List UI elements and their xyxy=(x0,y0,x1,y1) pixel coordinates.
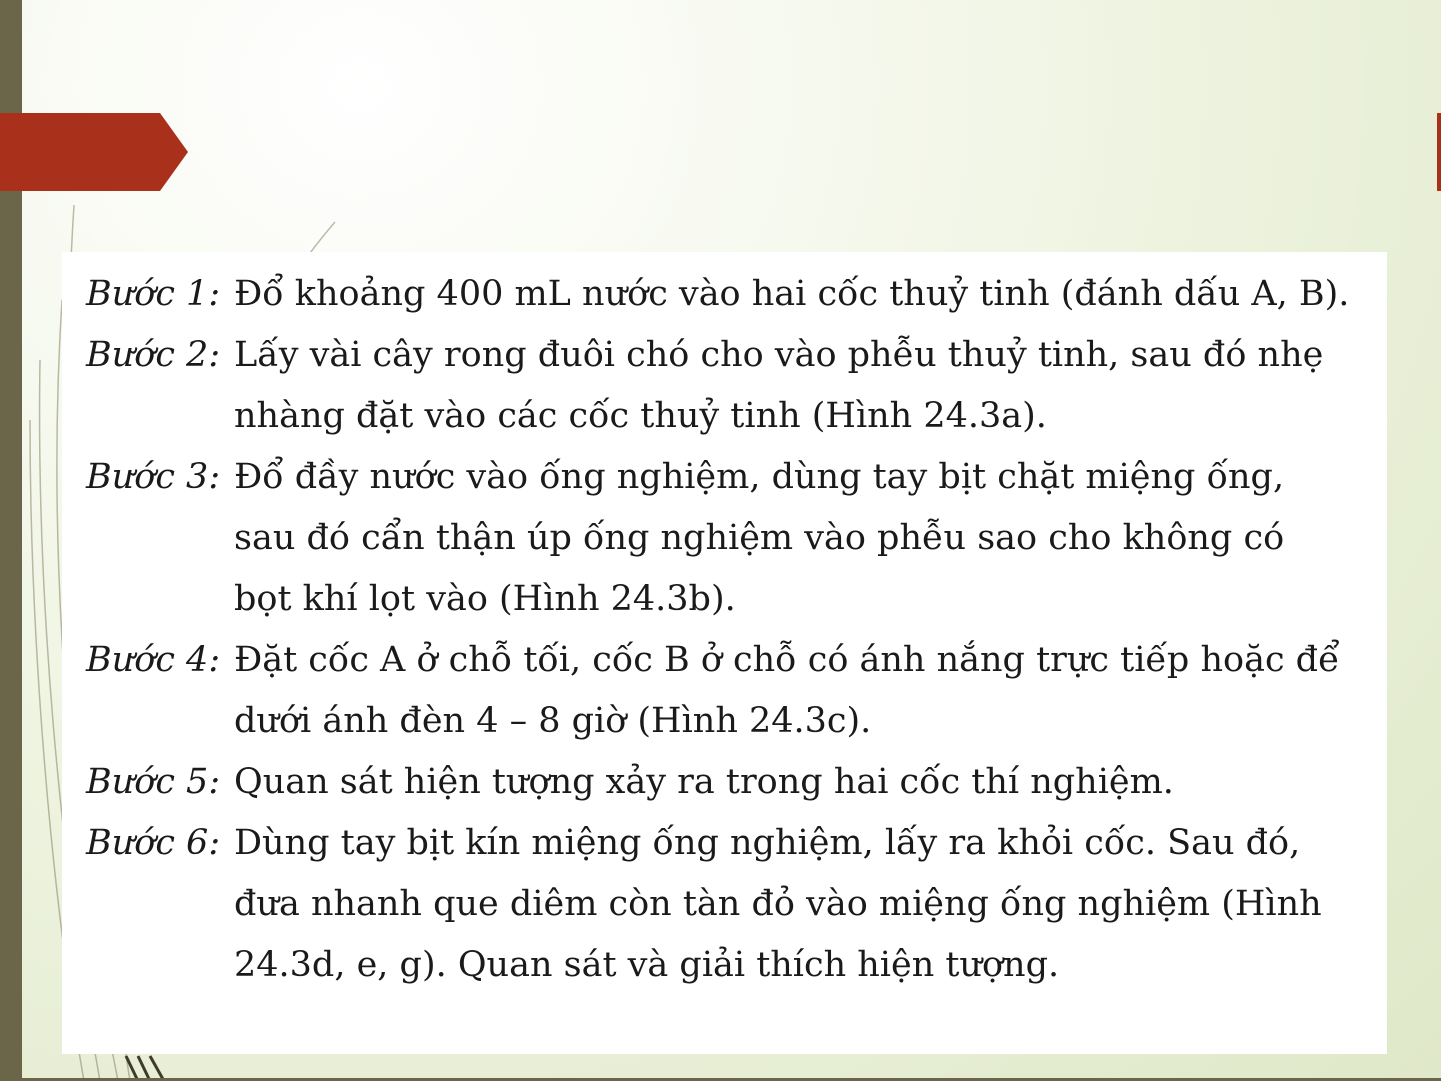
step-label: Bước 6: xyxy=(86,823,221,863)
step-text: Đặt cốc A ở chỗ tối, cốc B ở chỗ có ánh nắng trực tiếp hoặc để dưới ánh đèn 4 – 8 giờ (Hình 24.3c). xyxy=(234,640,1340,741)
step-label: Bước 5: xyxy=(86,762,221,802)
step-text: Đổ khoảng 400 mL nước vào hai cốc thuỷ tinh (đánh dấu A, B). xyxy=(234,274,1350,314)
step-text: Dùng tay bịt kín miệng ống nghiệm, lấy ra khỏi cốc. Sau đó, đưa nhanh que diêm còn tàn đỏ vào miệng ống nghiệm (Hình 24.3d, e, g). Quan sát và giải thích hiện tượng. xyxy=(234,823,1322,985)
step-5 xyxy=(86,752,1351,813)
step-text: Đổ đầy nước vào ống nghiệm, dùng tay bịt chặt miệng ống, sau đó cẩn thận úp ống nghiệm vào phễu sao cho không có bọt khí lọt vào (Hình 24.3b). xyxy=(234,457,1285,619)
step-label: Bước 3: xyxy=(86,457,221,497)
step-4 xyxy=(86,630,1351,752)
right-accent-mark xyxy=(1437,113,1441,191)
step-label: Bước 4: xyxy=(86,640,221,680)
step-text: Lấy vài cây rong đuôi chó cho vào phễu thuỷ tinh, sau đó nhẹ nhàng đặt vào các cốc thuỷ tinh (Hình 24.3a). xyxy=(234,335,1324,436)
step-label: Bước 1: xyxy=(86,274,221,314)
step-2 xyxy=(86,325,1351,447)
step-text: Quan sát hiện tượng xảy ra trong hai cốc thí nghiệm. xyxy=(234,762,1174,802)
step-6 xyxy=(86,813,1351,996)
step-3 xyxy=(86,447,1351,630)
title-arrow-tab xyxy=(0,113,188,191)
step-label: Bước 2: xyxy=(86,335,221,375)
procedure-text-box xyxy=(62,252,1387,1054)
step-1 xyxy=(86,264,1351,325)
